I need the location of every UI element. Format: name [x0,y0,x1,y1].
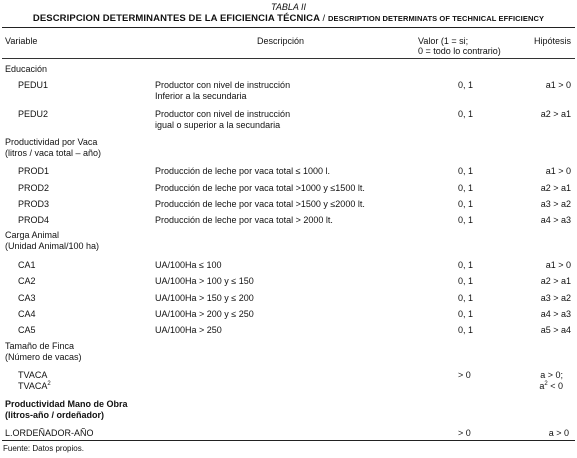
row-ca4-name: CA4 [18,309,36,319]
row-prod2-name: PROD2 [18,183,50,193]
row-ca4-value: 0, 1 [458,309,474,319]
section-productividad-subtitle: (litros / vaca total – año) [5,148,102,158]
row-prod3-desc: Producción de leche por vaca total >1500 y ≤2000 lt. [155,199,365,209]
row-ca3-name: CA3 [18,293,36,303]
section-tamano-title: Tamaño de Finca [5,341,75,351]
hyp2-base: a [539,381,545,391]
row-ca1-desc: UA/100Ha ≤ 100 [155,260,222,270]
row-ca5-desc: UA/100Ha > 250 [155,325,222,335]
row-tvaca-value: > 0 [458,370,471,380]
section-tamano-subtitle: (Número de vacas) [5,352,82,362]
row-ca2-value: 0, 1 [458,276,474,286]
title-separator: / [322,13,326,24]
row-prod3-value: 0, 1 [458,199,474,209]
header-variable: Variable [5,36,38,46]
row-ca2-hypothesis: a2 > a1 [540,276,571,286]
row-pedu1-value: 0, 1 [458,80,474,90]
row-prod4-name: PROD4 [18,215,50,225]
row-lordenador-value: > 0 [458,428,471,438]
row-ca1-value: 0, 1 [458,260,474,270]
top-rule [2,27,575,28]
row-prod2-hypothesis: a2 > a1 [540,183,571,193]
hyp2-rest: < 0 [547,381,563,391]
row-prod3-name: PROD3 [18,199,50,209]
section-mano-obra-subtitle: (litros-año / ordeñador) [5,410,104,420]
row-tvaca-hypothesis-line2 [539,381,563,392]
table-label: TABLA II [270,2,306,12]
row-tvaca2-name [18,381,51,392]
row-pedu1-desc-line1: Productor con nivel de instrucción [155,80,291,90]
row-ca3-desc: UA/100Ha > 150 y ≤ 200 [155,293,254,303]
row-ca3-value: 0, 1 [458,293,474,303]
row-ca3-hypothesis: a3 > a2 [540,293,571,303]
row-lordenador-name: L.ORDEÑADOR-AÑO [5,428,94,438]
row-ca5-hypothesis: a5 > a4 [540,325,571,335]
row-tvaca2-base: TVACA [18,381,48,391]
row-prod4-value: 0, 1 [458,215,474,225]
section-educacion-title: Educación [5,64,48,74]
header-descripcion: Descripción [257,36,305,46]
row-pedu1-name: PEDU1 [18,80,49,90]
title-english: DESCRIPTION DETERMINATS OF TECHNICAL EFFICIENCY [328,14,545,23]
row-ca2-desc: UA/100Ha > 100 y ≤ 150 [155,276,254,286]
row-tvaca-name: TVACA [18,370,48,380]
header-hipotesis: Hipótesis [533,36,571,46]
section-carga-title: Carga Animal [5,230,60,240]
header-valor-line2: 0 = todo lo contrario) [418,46,501,56]
row-pedu1-desc-line2: Inferior a la secundaria [155,91,247,101]
row-ca1-name: CA1 [18,260,36,270]
row-ca1-hypothesis: a1 > 0 [545,260,571,270]
row-prod1-hypothesis: a1 > 0 [545,166,571,176]
row-ca2-name: CA2 [18,276,36,286]
row-prod1-value: 0, 1 [458,166,474,176]
row-pedu2-desc-line2: igual o superior a la secundaria [155,120,281,130]
section-carga-subtitle: (Unidad Animal/100 ha) [5,241,100,251]
row-ca4-hypothesis: a4 > a3 [540,309,571,319]
row-tvaca2-exponent: 2 [47,381,51,387]
table-title [0,13,577,24]
section-productividad-title: Productividad por Vaca [5,137,98,147]
row-prod1-name: PROD1 [18,166,50,176]
row-ca4-desc: UA/100Ha > 200 y ≤ 250 [155,309,254,319]
row-tvaca-hypothesis-line1: a > 0; [540,370,563,380]
bottom-rule [2,440,575,441]
row-prod3-hypothesis: a3 > a2 [540,199,571,209]
row-pedu2-name: PEDU2 [18,109,49,119]
title-main: DESCRIPCION DETERMINANTES DE LA EFICIENCIA TÉCNICA [32,13,320,24]
row-prod4-hypothesis: a4 > a3 [540,215,571,225]
footnote: Fuente: Datos propios. [3,444,84,453]
header-rule [2,58,575,59]
row-prod2-value: 0, 1 [458,183,474,193]
row-pedu2-value: 0, 1 [458,109,474,119]
row-prod4-desc: Producción de leche por vaca total > 2000 lt. [155,215,333,225]
row-pedu2-desc-line1: Productor con nivel de instrucción [155,109,291,119]
row-ca5-value: 0, 1 [458,325,474,335]
row-lordenador-hypothesis: a > 0 [548,428,569,438]
section-mano-obra-title: Productividad Mano de Obra [5,399,128,409]
row-ca5-name: CA5 [18,325,36,335]
hyp2-exponent: 2 [544,381,548,387]
row-pedu1-hypothesis: a1 > 0 [545,80,571,90]
row-pedu2-hypothesis: a2 > a1 [540,109,571,119]
header-valor-line1: Valor (1 = si; [418,36,469,46]
row-prod2-desc: Producción de leche por vaca total >1000 y ≤1500 lt. [155,183,365,193]
row-prod1-desc: Producción de leche por vaca total ≤ 1000 l. [155,166,331,176]
